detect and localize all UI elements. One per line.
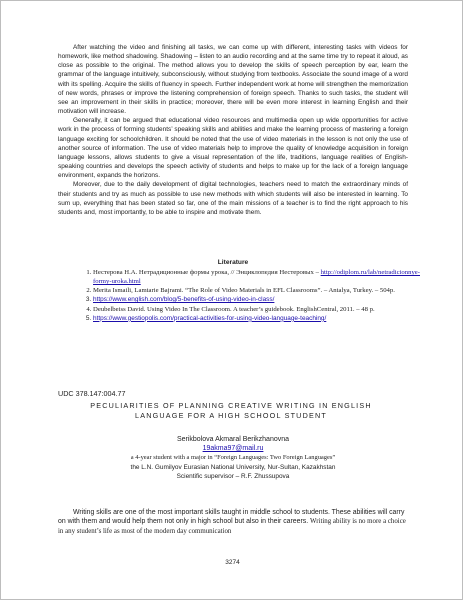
scientific-supervisor: Scientific supervisor – R.F. Zhussupova — [176, 472, 290, 480]
university-line: the L.N. Gumilyov Eurasian National University, Nur-Sultan, Kazakhstan — [130, 463, 336, 471]
article-title-line: PECULIARITIES OF PLANNING CREATIVE WRITING IN ENGLISH — [90, 401, 372, 410]
intro-text-continued: Writing ability is no more a choice in any student’s life as most of the modern day communication — [58, 518, 406, 535]
reference-link[interactable]: https://www.gestiopolis.com/practical-activities-for-using-video-language-teaching/ — [93, 314, 327, 322]
reference-item — [93, 305, 420, 314]
literature-heading: Literature — [217, 259, 249, 266]
udc-code: UDC 378.147:004.77 — [58, 389, 126, 398]
paragraph-shadowing: After watching the video and finishing all tasks, we can come up with different, interesting tasks with videos for homework, like method shadowing. Shadowing – listen to an audio recording and at the same time try to repeat it aloud, as close as possible to the original. The method allows you to develop the skills of speech perception by ear, learn the grammar of the language intuitively, subconsciously, without studying from textbooks. Associate the sound image of a word with its spelling. Acquire the skills of fluency in speech. Further independent work at home will strengthen the memorization of new words, phrases or improve the listening comprehension of foreign speech. Thanks to such tasks, the student will see an improvement in their skills in practice; moreover, there will be even more interest in learning English and their motivation will increase. — [58, 44, 408, 116]
paragraph-conclusion: Moreover, due to the daily development of digital technologies, teachers need to match the extraordinary minds of their students and try as much as possible to use new methods with which students will also be interested in learning. To sum up, everything that has been stated so far, one of the main missions of a teacher is to find the right approach to his students and, most importantly, to be able to inspire and motivate them. — [58, 181, 408, 216]
article-title — [81, 401, 381, 421]
reference-item — [93, 268, 420, 286]
reference-text: Нестерова Н.А. Нетрадиционные формы урока, // Энциклопедия Нестеровых – — [93, 269, 321, 276]
author-name: Serikbolova Akmaral Berikzhanovna — [176, 436, 290, 443]
paragraph-video-resources: Generally, it can be argued that educational video resources and multimedia open up wide opportunities for active work in the process of forming students’ speaking skills and abilities and make the learning process of mastering a foreign language exciting for schoolchildren. It should be noted that the use of video materials in the lesson is not only the use of another source of information. The use of video materials help to improve the quality of knowledge acquisition in foreign language lessons, allows students to give a visual representation of the life, traditions, language realities of English-speaking countries and develops the speech activity of students and helps to make up for the lack of a foreign language environment, expands the horizons. — [58, 117, 408, 180]
reference-item — [93, 314, 420, 323]
reference-text: Deubelbeiss David. Using Video In The Classroom. A teacher’s guidebook. EnglishCentral, 2011. – 48 p. — [93, 305, 375, 313]
author-block — [58, 435, 408, 481]
reference-item — [93, 286, 420, 295]
page-number: 3274 — [225, 559, 240, 566]
reference-link[interactable]: https://www.english.com/blog/5-benefits-of-using-video-in-class/ — [93, 296, 275, 304]
article-body — [58, 43, 408, 217]
article-title-line: LANGUAGE FOR A HIGH SCHOOL STUDENT — [135, 411, 327, 420]
intro-text: Writing skills are one of the most important skills taught in middle school to students. These abilities will carry on with them and would help them not only in high school but also in their careers. — [58, 509, 405, 526]
reference-text: Merita Ismaili, Lamtarie Bajrami. “The Role of Video Materials in EFL Classrooms”. – Antalya, Turkey. – 504p. — [93, 287, 395, 295]
reference-item — [93, 295, 420, 304]
author-affiliation: a 4-year student with a major in “Foreign Languages: Two Foreign Languages” — [130, 454, 336, 462]
references-list — [81, 268, 420, 323]
author-email-link[interactable]: 19akma97@mail.ru — [202, 445, 264, 453]
reference-link[interactable]: http://odiplom.ru/lab/netradicionnye-formy-uroka.html — [93, 269, 420, 286]
intro-paragraph — [58, 508, 408, 536]
